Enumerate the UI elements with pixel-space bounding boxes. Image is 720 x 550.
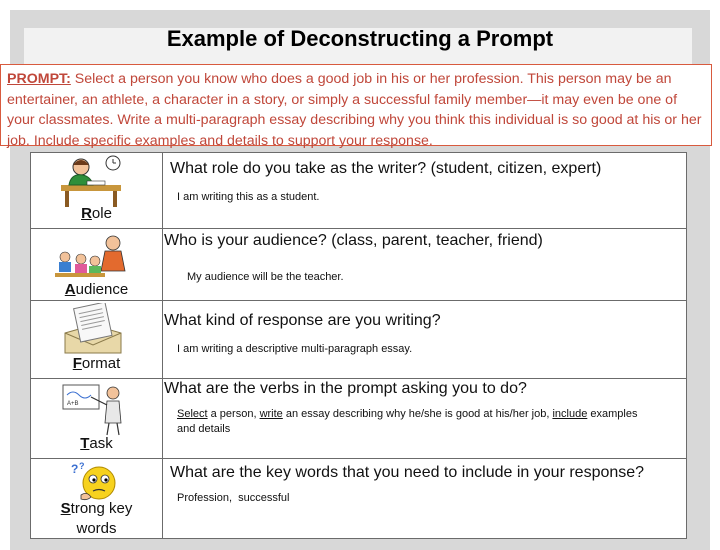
strong-key-words-question-cell (163, 459, 687, 539)
audience-group-icon (53, 233, 135, 281)
audience-question: Who is your audience? (class, parent, teacher, friend) (164, 232, 543, 249)
table-row (31, 459, 687, 539)
svg-text:A+B: A+B (67, 401, 79, 407)
task-label: Task (80, 435, 113, 452)
task-cell (31, 379, 163, 459)
task-question-cell (163, 379, 687, 459)
strong-key-words-question: What are the key words that you need to include in your response? (170, 464, 645, 481)
table-row (31, 301, 687, 379)
prompt-box (0, 64, 712, 149)
strong-key-words-label: Strong key words (60, 500, 133, 537)
teacher-pointing-icon (61, 383, 131, 437)
role-cell (31, 153, 163, 229)
verb-write: write (259, 408, 283, 420)
letter-envelope-icon (61, 303, 125, 355)
strong-key-words-cell (31, 459, 163, 539)
table-row (31, 153, 687, 229)
role-question: What role do you take as the writer? (student, citizen, expert) (170, 160, 602, 177)
raft-table (30, 152, 687, 539)
audience-cell (31, 229, 163, 301)
role-label: Role (81, 205, 112, 222)
audience-question-cell (163, 229, 687, 301)
svg-text:?: ? (71, 462, 79, 476)
prompt-text: Select a person you know who does a good job in his or her profession. This person may be an entertainer, an athlete, a character in a story, or simply a successful family member—it may even be one of your classmates. Write a multi-paragraph essay describing why you think this individual is so good at his or her job. Include specific examples and details to support your response. (7, 71, 702, 149)
verb-select: Select (177, 408, 208, 420)
task-question: What are the verbs in the prompt asking you to do? (164, 380, 527, 397)
format-label: Format (72, 355, 121, 372)
role-question-cell (163, 153, 687, 229)
verb-include: include (552, 408, 588, 420)
format-question: What kind of response are you writing? (164, 312, 441, 329)
format-cell (31, 301, 163, 379)
slide-title: Example of Deconstructing a Prompt (166, 26, 554, 51)
audience-label: Audience (64, 281, 129, 298)
prompt-label: PROMPT: (7, 71, 71, 87)
task-answer: Select a person, write an essay describing why he/she is good at his/her job, include examples and details (177, 408, 638, 435)
role-answer: I am writing this as a student. (177, 191, 320, 203)
svg-text:?: ? (79, 461, 85, 471)
audience-answer: My audience will be the teacher. (187, 271, 344, 283)
format-question-cell (163, 301, 687, 379)
format-answer: I am writing a descriptive multi-paragraph essay. (177, 343, 413, 355)
thinking-face-icon (69, 461, 121, 503)
table-row (31, 379, 687, 459)
table-row (31, 229, 687, 301)
student-writing-icon (57, 155, 129, 209)
strong-key-words-answer: Profession, successful (177, 492, 290, 504)
